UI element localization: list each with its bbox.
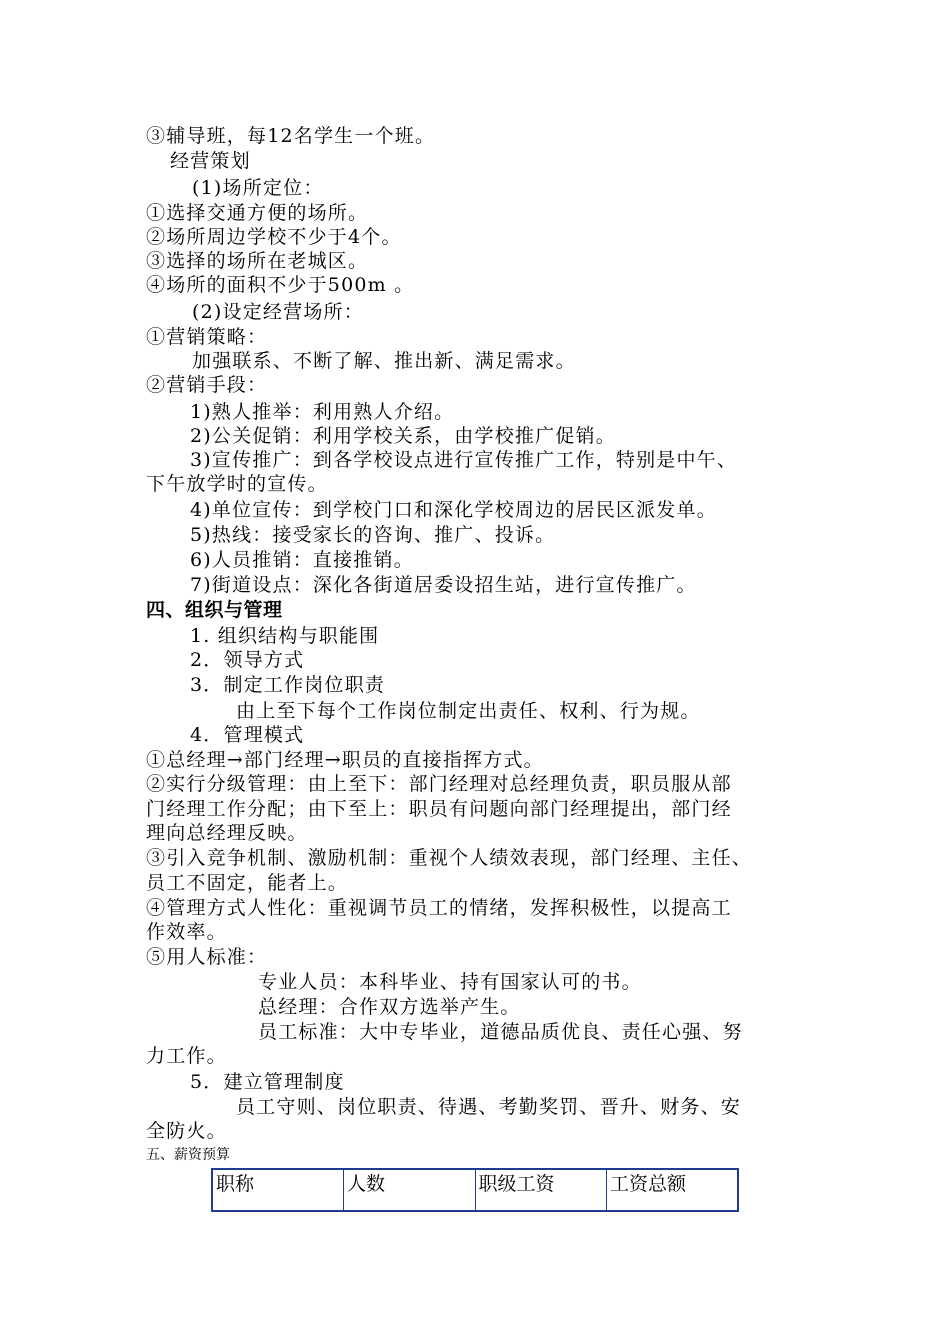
text-line: 员工不固定，能者上。	[146, 872, 349, 894]
list-item: 4)单位宣传：到学校门口和深化学校周边的居民区派发单。	[190, 499, 717, 521]
subsection-heading: (1)场所定位：	[192, 177, 324, 199]
table-header-cell: 职称	[212, 1169, 344, 1211]
subsection-heading: 4．管理模式	[190, 724, 305, 746]
text-line: 门经理工作分配；由下至上：职员有问题向部门经理提出，部门经	[146, 798, 732, 820]
table-header-cell: 人数	[344, 1169, 476, 1211]
text-line: ①营销策略：	[146, 326, 268, 348]
text-line: ④场所的面积不少于500m 。	[146, 274, 415, 296]
subsection-heading: 5．建立管理制度	[190, 1071, 345, 1093]
subsection-heading: (2)设定经营场所：	[192, 301, 364, 323]
text-line: 全防火。	[146, 1120, 227, 1142]
text-line: 加强联系、不断了解、推出新、满足需求。	[192, 350, 576, 372]
text-line: ②实行分级管理：由上至下：部门经理对总经理负责，职员服从部	[146, 773, 732, 795]
subsection-heading: 2．领导方式	[190, 649, 305, 671]
text-line: 总经理：合作双方选举产生。	[258, 996, 521, 1018]
text-line: 专业人员：本科毕业、持有国家认可的书。	[258, 971, 642, 993]
text-line: 下午放学时的宣传。	[146, 473, 328, 495]
text-line: 作效率。	[146, 921, 227, 943]
subsection-heading: 1. 组织结构与职能围	[190, 625, 380, 647]
text-line: ③引入竞争机制、激励机制：重视个人绩效表现，部门经理、主任、	[146, 847, 753, 869]
table-header-cell: 工资总额	[607, 1169, 739, 1211]
list-item: 3)宣传推广：到各学校设点进行宣传推广工作，特别是中午、	[190, 449, 738, 471]
text-line: ②场所周边学校不少于4个。	[146, 226, 402, 248]
text-line: 员工守则、岗位职责、待遇、考勤奖罚、晋升、财务、安	[236, 1096, 742, 1118]
text-line: ④管理方式人性化：重视调节员工的情绪，发挥积极性，以提高工	[146, 897, 732, 919]
text-line: 理向总经理反映。	[146, 822, 308, 844]
text-line: ③选择的场所在老城区。	[146, 250, 369, 272]
text-line: ①总经理→部门经理→职员的直接指挥方式。	[146, 749, 544, 771]
chapter-heading: 四、组织与管理	[146, 599, 283, 621]
salary-table	[211, 1168, 739, 1212]
text-line: ③辅导班，每12名学生一个班。	[146, 125, 436, 147]
section-heading: 经营策划	[170, 150, 251, 172]
list-item: 5)热线：接受家长的咨询、推广、投诉。	[190, 524, 556, 546]
table-row	[212, 1169, 738, 1211]
list-item: 6)人员推销：直接推销。	[190, 549, 414, 571]
subsection-heading: 3．制定工作岗位职责	[190, 674, 386, 696]
list-item: 1)熟人推举：利用熟人介绍。	[190, 401, 455, 423]
text-line: ①选择交通方便的场所。	[146, 202, 369, 224]
section-heading: 五、薪资预算	[146, 1147, 230, 1163]
table-header-cell: 职级工资	[475, 1169, 607, 1211]
list-item: 2)公关促销：利用学校关系，由学校推广促销。	[190, 425, 616, 447]
text-line: ⑤用人标准：	[146, 946, 268, 968]
text-line: 力工作。	[146, 1045, 227, 1067]
text-line: ②营销手段：	[146, 374, 268, 396]
text-line: 员工标准：大中专毕业，道德品质优良、责任心强、努	[258, 1021, 743, 1043]
text-line: 由上至下每个工作岗位制定出责任、权利、行为规。	[236, 700, 701, 722]
list-item: 7)街道设点：深化各街道居委设招生站，进行宣传推广。	[190, 574, 697, 596]
